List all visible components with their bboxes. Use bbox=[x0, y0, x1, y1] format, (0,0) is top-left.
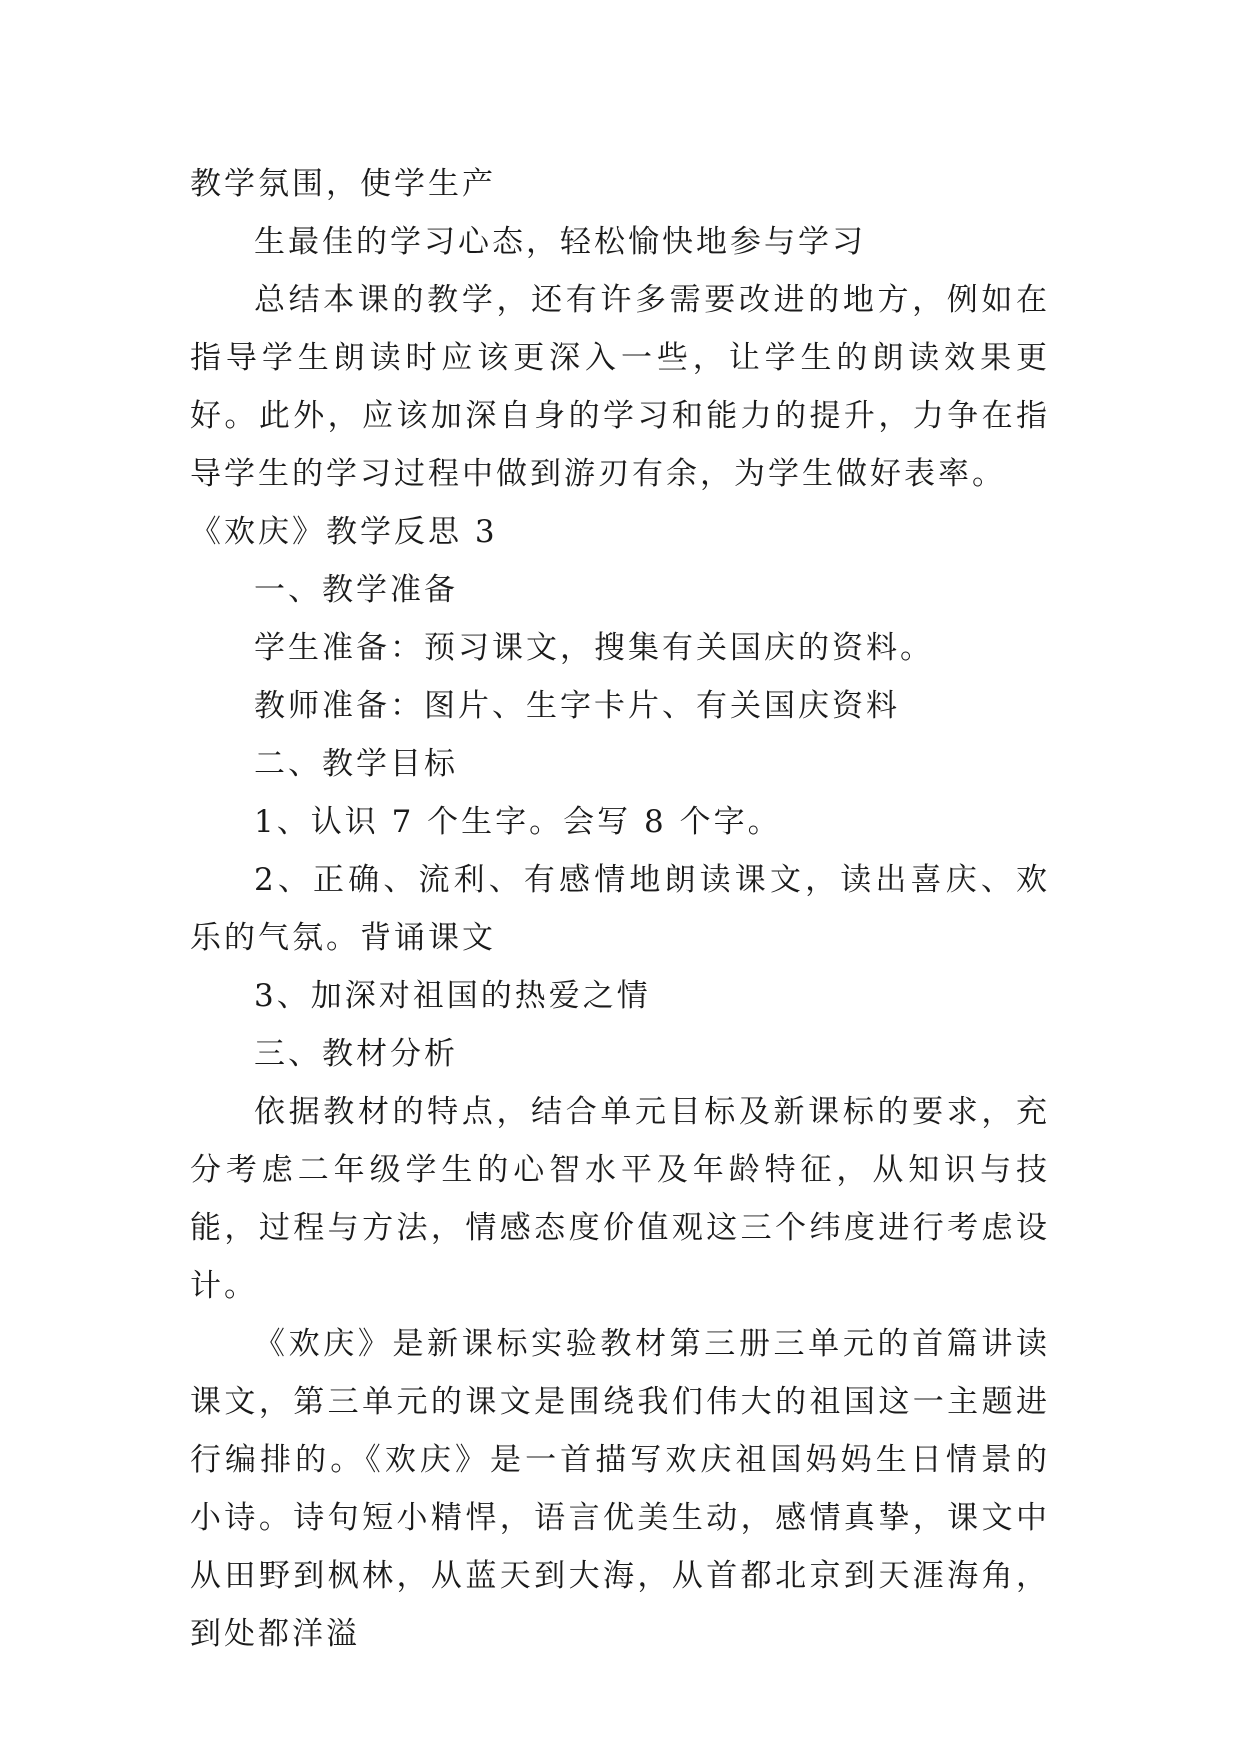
objective-item-3: 3、加深对祖国的热爱之情 bbox=[254, 978, 651, 1014]
section-heading: 《欢庆》教学反思 3 bbox=[190, 514, 498, 550]
paragraph-analysis-basis: 依据教材的特点，结合单元目标及新课标的要求，充分考虑二年级学生的心智水平及年龄特征，从知识与技能，过程与方法，情感态度价值观这三个纬度进行考虑设计。 bbox=[190, 1094, 1050, 1304]
paragraph-learning-mood: 生最佳的学习心态，轻松愉快地参与学习 bbox=[254, 224, 866, 260]
objective-item-1: 1、认识 7 个生字。会写 8 个字。 bbox=[254, 804, 782, 840]
heading-material-analysis: 三、教材分析 bbox=[254, 1036, 458, 1072]
paragraph-summary: 总结本课的教学，还有许多需要改进的地方，例如在指导学生朗读时应该更深入一些，让学生的朗读效果更好。此外，应该加深自身的学习和能力的提升，力争在指导学生的学习过程中做到游刃有余，为学生做好表率。 bbox=[190, 282, 1050, 492]
paragraph-teacher-preparation: 教师准备：图片、生字卡片、有关国庆资料 bbox=[254, 688, 900, 724]
paragraph-student-preparation: 学生准备：预习课文，搜集有关国庆的资料。 bbox=[254, 630, 934, 666]
objective-item-2: 2、正确、流利、有感情地朗读课文，读出喜庆、欢乐的气氛。背诵课文 bbox=[190, 862, 1050, 956]
heading-teaching-preparation: 一、教学准备 bbox=[254, 572, 458, 608]
document-body bbox=[190, 155, 1050, 1663]
paragraph-lesson-description: 《欢庆》是新课标实验教材第三册三单元的首篇讲读课文，第三单元的课文是围绕我们伟大的祖国这一主题进行编排的。《欢庆》是一首描写欢庆祖国妈妈生日情景的小诗。诗句短小精悍，语言优美生动，感情真挚，课文中从田野到枫林，从蓝天到大海，从首都北京到天涯海角，到处都洋溢 bbox=[190, 1326, 1050, 1652]
heading-teaching-objectives: 二、教学目标 bbox=[254, 746, 458, 782]
paragraph-continuation: 教学氛围，使学生产 bbox=[190, 166, 496, 202]
